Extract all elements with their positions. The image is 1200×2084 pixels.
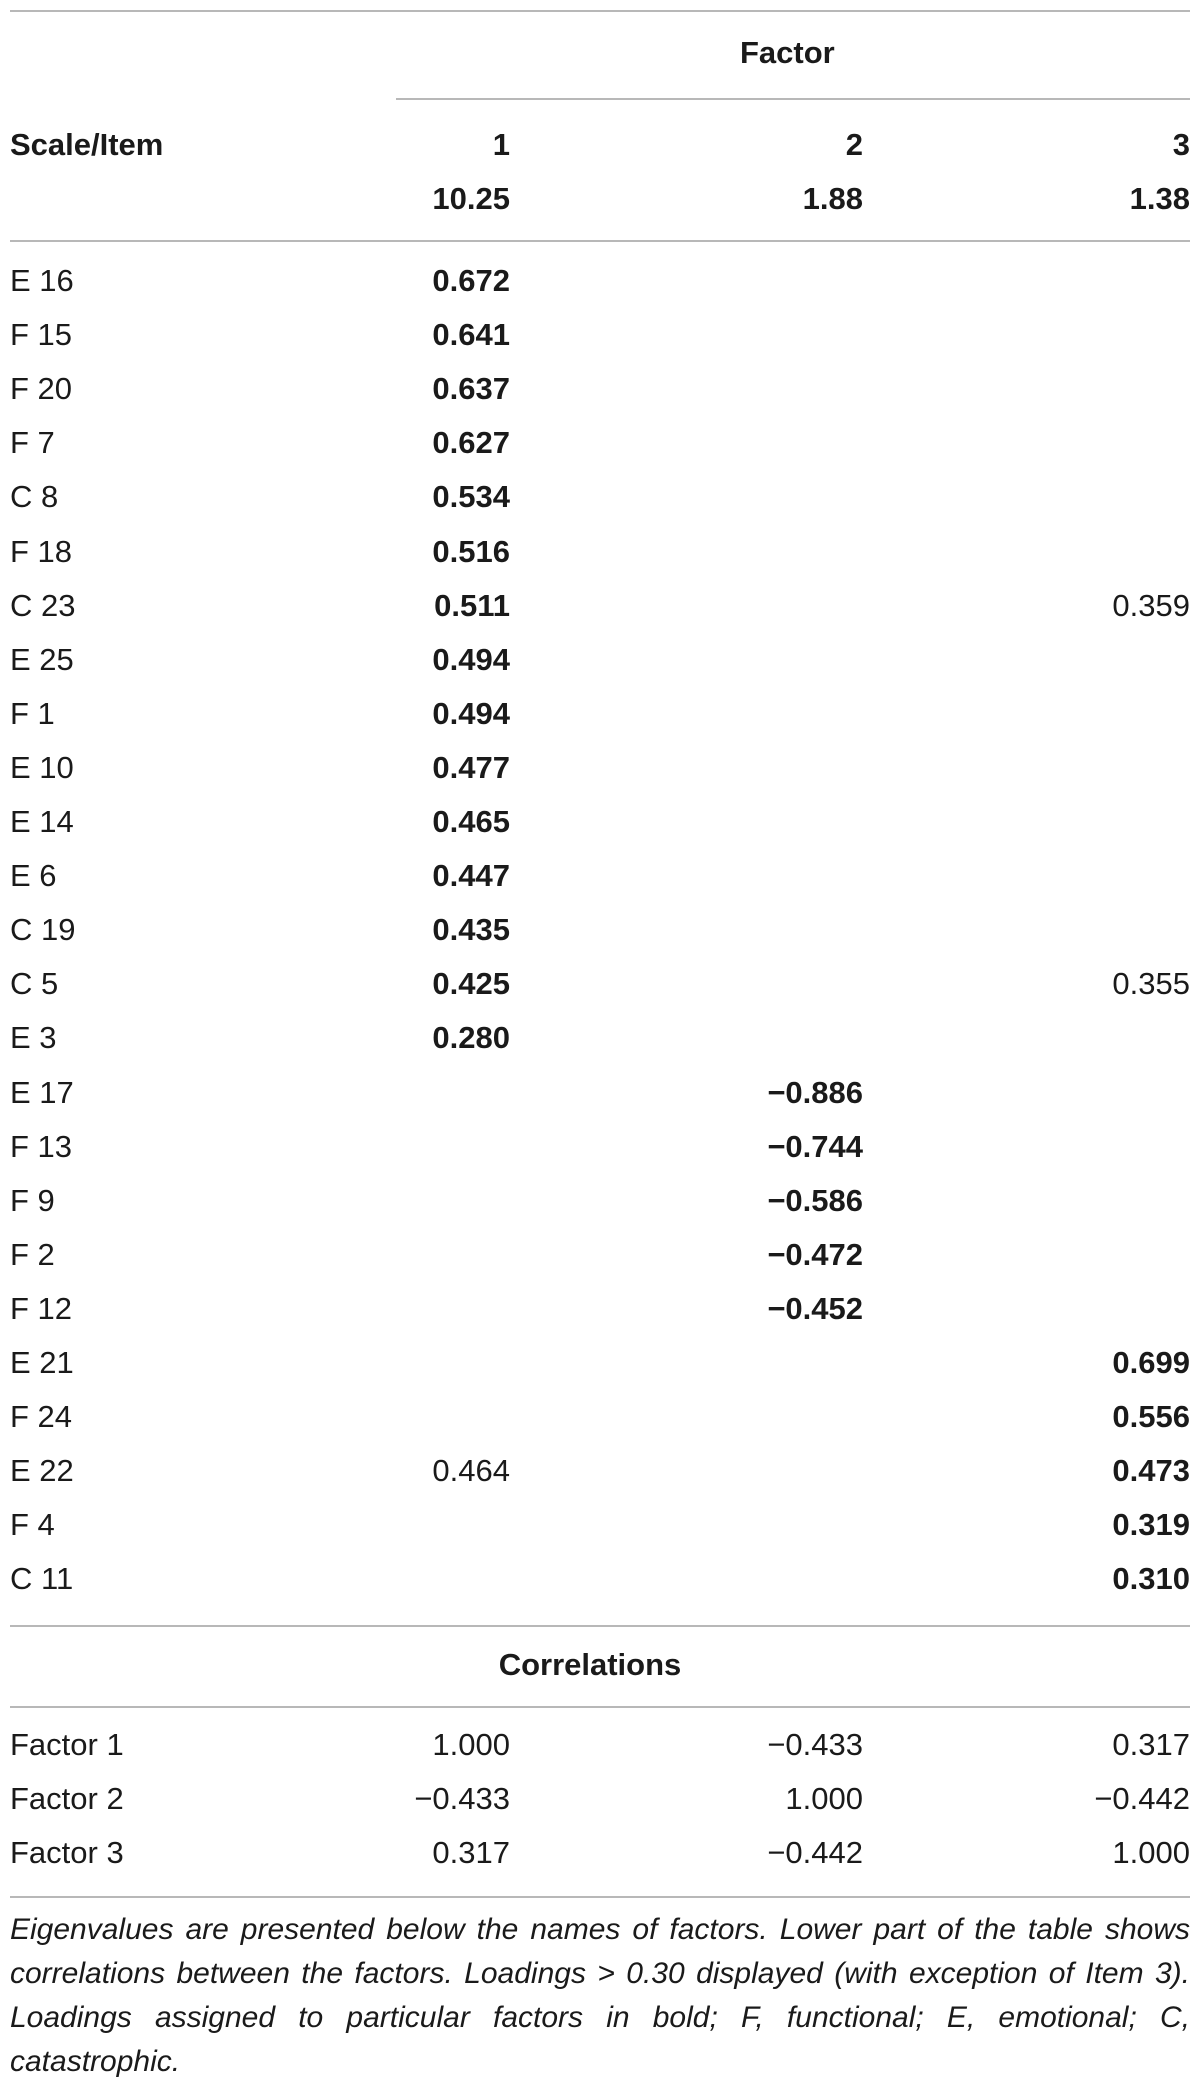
factor-3-eigenvalue: 1.38 <box>1129 181 1190 216</box>
row-item-label: F 9 <box>10 1183 55 1218</box>
loading-factor-1: 0.465 <box>432 804 510 839</box>
row-item-label: F 15 <box>10 317 73 352</box>
correlation-factor-2: 1.000 <box>785 1781 863 1816</box>
loading-factor-2: −0.744 <box>767 1129 863 1164</box>
loading-factor-3: 0.359 <box>1112 588 1190 623</box>
loading-factor-1: 0.435 <box>432 912 510 947</box>
loading-factor-1: 0.464 <box>432 1453 510 1488</box>
row-item-label: F 13 <box>10 1129 73 1164</box>
loading-factor-3: 0.556 <box>1112 1399 1190 1434</box>
loading-factor-1: 0.447 <box>432 858 510 893</box>
factor-1-eigenvalue: 10.25 <box>432 181 510 216</box>
loading-factor-3: 0.699 <box>1112 1345 1190 1380</box>
factor-3-number: 3 <box>1172 127 1190 162</box>
correlation-row-label: Factor 2 <box>10 1781 124 1816</box>
row-item-label: E 22 <box>10 1453 74 1488</box>
loading-factor-1: 0.627 <box>432 425 510 460</box>
row-item-label: E 25 <box>10 642 74 677</box>
correlation-factor-1: −0.433 <box>414 1781 510 1816</box>
loading-factor-1: 0.477 <box>432 750 510 785</box>
row-item-label: C 19 <box>10 912 76 947</box>
correlation-factor-1: 0.317 <box>432 1835 510 1870</box>
row-item-label: F 12 <box>10 1291 73 1326</box>
row-item-label: F 1 <box>10 696 55 731</box>
correlation-factor-3: 0.317 <box>1112 1727 1190 1762</box>
row-item-label: E 21 <box>10 1345 74 1380</box>
factor-2-eigenvalue: 1.88 <box>802 181 863 216</box>
loading-factor-2: −0.586 <box>767 1183 863 1218</box>
row-item-label: F 4 <box>10 1507 55 1542</box>
loading-factor-3: 0.473 <box>1112 1453 1190 1488</box>
row-item-label: C 8 <box>10 479 59 514</box>
correlation-factor-2: −0.442 <box>767 1835 863 1870</box>
factor-2-number: 2 <box>845 127 863 162</box>
loading-factor-3: 0.355 <box>1112 966 1190 1001</box>
loading-factor-1: 0.516 <box>432 534 510 569</box>
loading-factor-1: 0.494 <box>432 696 510 731</box>
row-item-label: E 6 <box>10 858 57 893</box>
scale-item-heading: Scale/Item <box>10 127 164 162</box>
row-item-label: C 5 <box>10 966 59 1001</box>
correlation-row-label: Factor 1 <box>10 1727 124 1762</box>
correlations-heading: Correlations <box>498 1647 682 1682</box>
loading-factor-3: 0.319 <box>1112 1507 1190 1542</box>
table-footnote: Eigenvalues are presented below the names of factors. Lower part of the table shows correlations between the factors. Loadings > 0.30 displayed (with exception of Item 3). Loadings assigned to particular factors in bold; F, functional; E, emotional; C, catastrophic. <box>10 1913 1190 2078</box>
row-item-label: F 7 <box>10 425 55 460</box>
correlation-row-label: Factor 3 <box>10 1835 124 1870</box>
row-item-label: F 2 <box>10 1237 55 1272</box>
row-item-label: F 20 <box>10 371 73 406</box>
table-bottom-rule <box>10 1896 1190 1898</box>
correlation-factor-1: 1.000 <box>432 1727 510 1762</box>
loading-factor-3: 0.310 <box>1112 1561 1190 1596</box>
factor-1-number: 1 <box>492 127 510 162</box>
loading-factor-1: 0.637 <box>432 371 510 406</box>
loading-factor-1: 0.280 <box>432 1020 510 1055</box>
loading-factor-1: 0.494 <box>432 642 510 677</box>
row-item-label: E 17 <box>10 1075 74 1110</box>
loadings-bottom-rule <box>10 1625 1190 1627</box>
loading-factor-1: 0.672 <box>432 263 510 298</box>
row-item-label: E 14 <box>10 804 74 839</box>
row-item-label: E 16 <box>10 263 74 298</box>
loading-factor-1: 0.534 <box>432 479 510 514</box>
row-item-label: C 11 <box>10 1561 74 1596</box>
correlation-factor-2: −0.433 <box>767 1727 863 1762</box>
loading-factor-2: −0.452 <box>767 1291 863 1326</box>
header-bottom-rule <box>10 240 1190 242</box>
loading-factor-1: 0.511 <box>434 588 510 623</box>
loading-factor-2: −0.886 <box>767 1075 863 1110</box>
factor-heading-rule <box>396 98 1190 100</box>
correlations-heading-rule <box>10 1706 1190 1708</box>
loading-factor-1: 0.641 <box>432 317 510 352</box>
factor-heading: Factor <box>740 35 835 70</box>
loading-factor-1: 0.425 <box>432 966 510 1001</box>
loading-factor-2: −0.472 <box>767 1237 863 1272</box>
row-item-label: C 23 <box>10 588 76 623</box>
row-item-label: E 10 <box>10 750 74 785</box>
table-top-rule <box>10 10 1190 12</box>
row-item-label: F 18 <box>10 534 73 569</box>
correlation-factor-3: 1.000 <box>1112 1835 1190 1870</box>
correlation-factor-3: −0.442 <box>1094 1781 1190 1816</box>
row-item-label: E 3 <box>10 1020 57 1055</box>
row-item-label: F 24 <box>10 1399 73 1434</box>
